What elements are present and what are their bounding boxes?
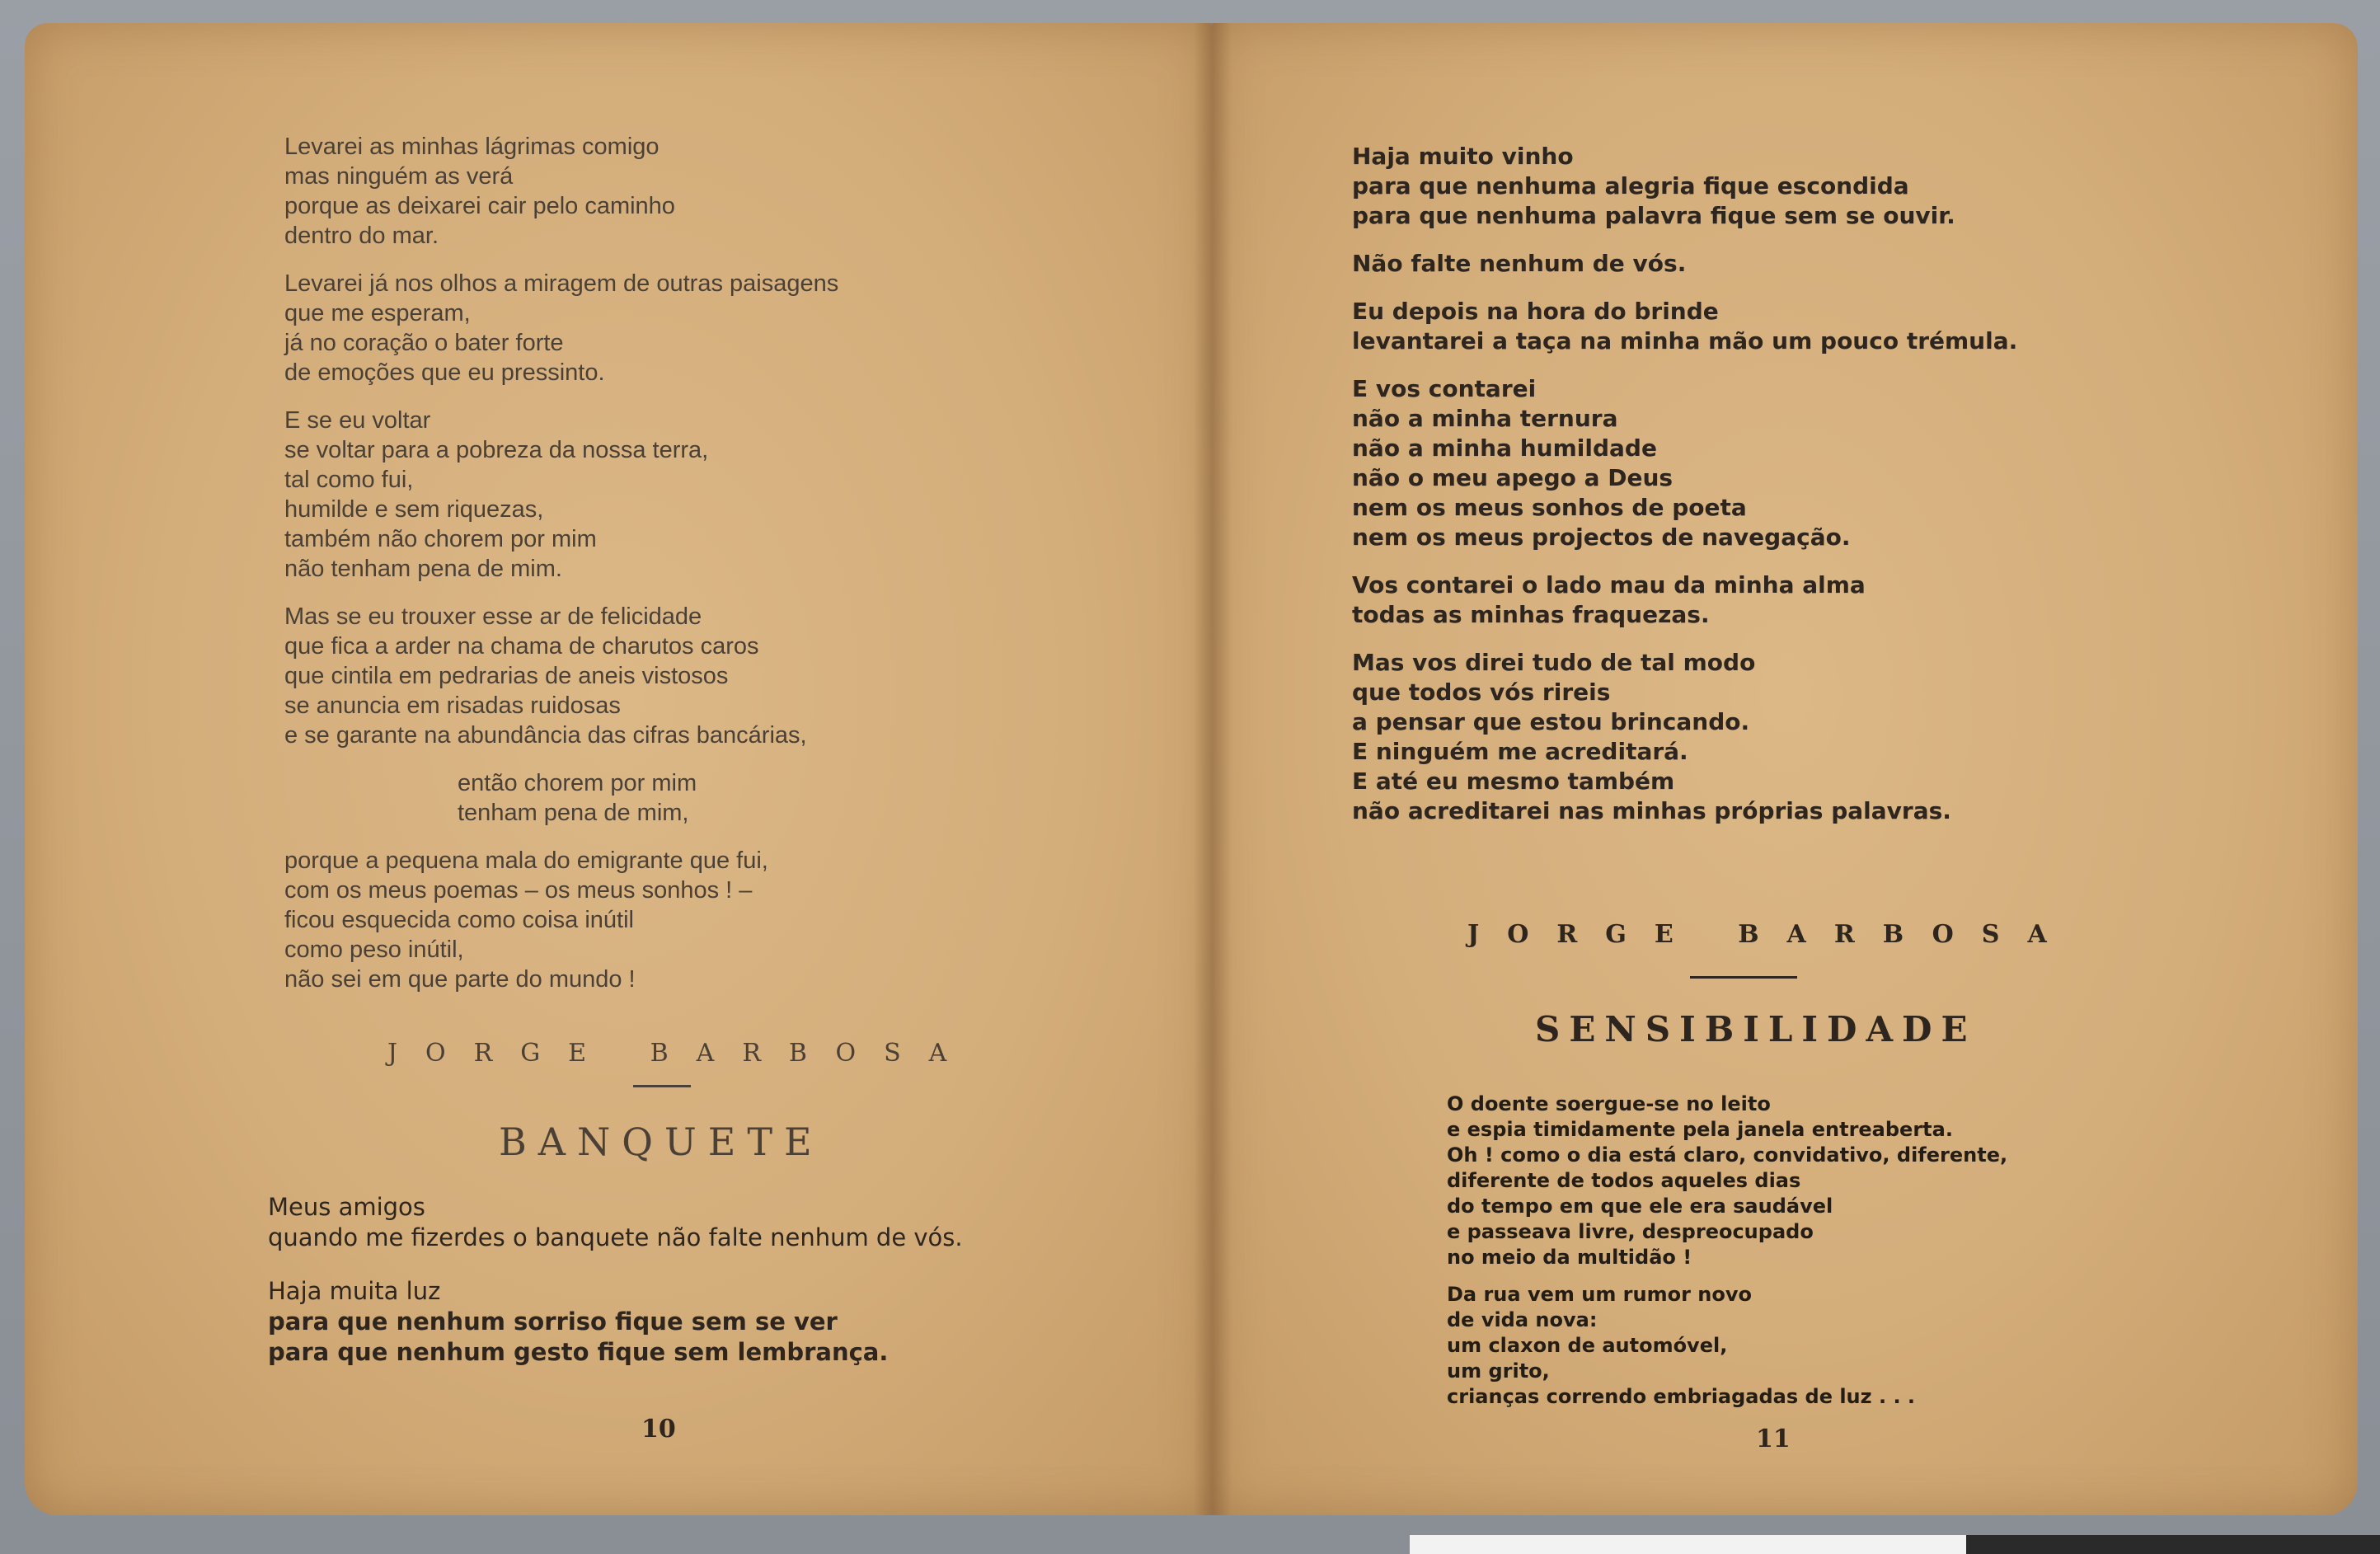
verse-line: mas ninguém as verá (284, 163, 514, 190)
verse-line: que cintila em pedrarias de aneis vistosos (284, 663, 729, 689)
verse-line: também não chorem por mim (284, 526, 597, 552)
verse-line: não sei em que parte do mundo ! (284, 966, 636, 993)
verse-line: não o meu apego a Deus (1352, 464, 1674, 491)
poem-title: BANQUETE (499, 1120, 824, 1164)
verse-line: não tenham pena de mim. (284, 556, 562, 582)
verse-line: que fica a arder na chama de charutos caros (284, 633, 759, 660)
scale-bar-dark (1966, 1535, 2380, 1554)
verse-line: Haja muito vinho (1352, 143, 1574, 170)
verse-line: diferente de todos aqueles dias (1447, 1169, 1801, 1192)
stanza (1352, 297, 2017, 356)
divider (633, 1085, 691, 1087)
verse-line: E ninguém me acreditará. (1352, 738, 1688, 765)
stanza-indented (284, 768, 838, 828)
verse-line: para que nenhuma palavra fique sem se ouvir. (1352, 202, 1955, 229)
verse-line: E se eu voltar (284, 407, 431, 434)
verse-line: para que nenhuma alegria fique escondida (1352, 172, 1909, 200)
verse-line: do tempo em que ele era saudável (1447, 1195, 1833, 1218)
stanza (1352, 374, 2017, 552)
verse-line: não a minha humildade (1352, 434, 1657, 462)
stanza (1352, 648, 2017, 826)
stanza (284, 846, 838, 994)
verse-line: porque a pequena mala do emigrante que fui, (284, 847, 768, 874)
stanza (284, 269, 838, 387)
right-page (1212, 23, 2358, 1515)
stanza (1352, 249, 2017, 279)
verse-line: e espia timidamente pela janela entreaberta. (1447, 1118, 1953, 1141)
stanza (1447, 1092, 2007, 1270)
verse-line: todas as minhas fraquezas. (1352, 601, 1710, 628)
verse-line: para que nenhum gesto fique sem lembrança. (268, 1338, 889, 1366)
verse-line: Levarei já nos olhos a miragem de outras paisagens (284, 270, 839, 297)
verse-line: no meio da multidão ! (1447, 1246, 1692, 1269)
verse-line: para que nenhum sorriso fique sem se ver (268, 1308, 838, 1336)
verse-line: Levarei as minhas lágrimas comigo (284, 134, 660, 160)
verse-line: não acreditarei nas minhas próprias palavras. (1352, 797, 1951, 824)
verse-line: crianças correndo embriagadas de luz . . . (1447, 1385, 1916, 1408)
verse-line: Vos contarei o lado mau da minha alma (1352, 571, 1866, 599)
verse-line: de vida nova: (1447, 1308, 1598, 1331)
left-page (25, 23, 1212, 1515)
verse-line: Haja muita luz (268, 1277, 441, 1305)
verse-line: Da rua vem um rumor novo (1447, 1283, 1752, 1306)
poem-title: SENSIBILIDADE (1535, 1009, 1977, 1049)
verse-line: com os meus poemas – os meus sonhos ! – (284, 877, 753, 904)
verse-line: se anuncia em risadas ruidosas (284, 692, 621, 719)
verse-line: que todos vós rireis (1352, 678, 1611, 706)
verse-line: E vos contarei (1352, 375, 1537, 402)
verse-line: um claxon de automóvel, (1447, 1334, 1728, 1357)
stanza (284, 406, 838, 584)
author-signature: JORGE BARBOSA (387, 1039, 975, 1068)
stanza (284, 132, 838, 251)
verse-line: já no coração o bater forte (284, 330, 564, 356)
verse-line: Meus amigos (268, 1193, 425, 1221)
verse-line: Eu depois na hora do brinde (1352, 298, 1719, 325)
verse-line: Não falte nenhum de vós. (1352, 250, 1687, 277)
open-book (25, 23, 2358, 1515)
left-poem (284, 132, 838, 1012)
stanza (268, 1276, 963, 1368)
verse-line: de emoções que eu pressinto. (284, 359, 605, 386)
author-signature: JORGE BARBOSA (1467, 920, 2075, 949)
verse-line: O doente soergue-se no leito (1447, 1092, 1771, 1115)
verse-line: tal como fui, (284, 467, 414, 493)
verse-line: se voltar para a pobreza da nossa terra, (284, 437, 709, 463)
verse-line: Mas se eu trouxer esse ar de felicidade (284, 603, 702, 630)
divider-ornament (1690, 976, 1797, 979)
book-gutter (1194, 23, 1232, 1515)
sensibilidade-start (1447, 1092, 2007, 1428)
verse-line: e se garante na abundância das cifras bancárias, (284, 722, 807, 749)
verse-line: um grito, (1447, 1359, 1550, 1383)
verse-line: então chorem por mim (458, 770, 697, 796)
verse-line: humilde e sem riquezas, (284, 496, 544, 523)
verse-line: porque as deixarei cair pelo caminho (284, 193, 675, 219)
verse-line: E até eu mesmo também (1352, 768, 1675, 795)
verse-line: Oh ! como o dia está claro, convidativo, diferente, (1447, 1143, 2008, 1167)
stanza (284, 602, 838, 750)
verse-line: ficou esquecida como coisa inútil (284, 907, 634, 933)
verse-line: quando me fizerdes o banquete não falte nenhum de vós. (268, 1223, 963, 1251)
verse-line: que me esperam, (284, 300, 471, 326)
verse-line: tenham pena de mim, (458, 800, 689, 826)
page-number: 10 (641, 1415, 676, 1444)
verse-line: levantarei a taça na minha mão um pouco trémula. (1352, 327, 2018, 354)
verse-line: e passeava livre, despreocupado (1447, 1220, 1814, 1243)
verse-line: nem os meus sonhos de poeta (1352, 494, 1747, 521)
verse-line: como peso inútil, (284, 937, 464, 963)
page-number: 11 (1756, 1425, 1791, 1453)
stanza (1352, 142, 2017, 231)
stanza (1352, 570, 2017, 630)
verse-line: nem os meus projectos de navegação. (1352, 523, 1851, 551)
banquete-start (268, 1192, 963, 1386)
verse-line: dentro do mar. (284, 223, 439, 249)
verse-line: a pensar que estou brincando. (1352, 708, 1750, 735)
right-poem (1352, 142, 2017, 844)
verse-line: Mas vos direi tudo de tal modo (1352, 649, 1756, 676)
stanza (1447, 1282, 2007, 1410)
stanza (268, 1192, 963, 1253)
verse-line: não a minha ternura (1352, 405, 1618, 432)
